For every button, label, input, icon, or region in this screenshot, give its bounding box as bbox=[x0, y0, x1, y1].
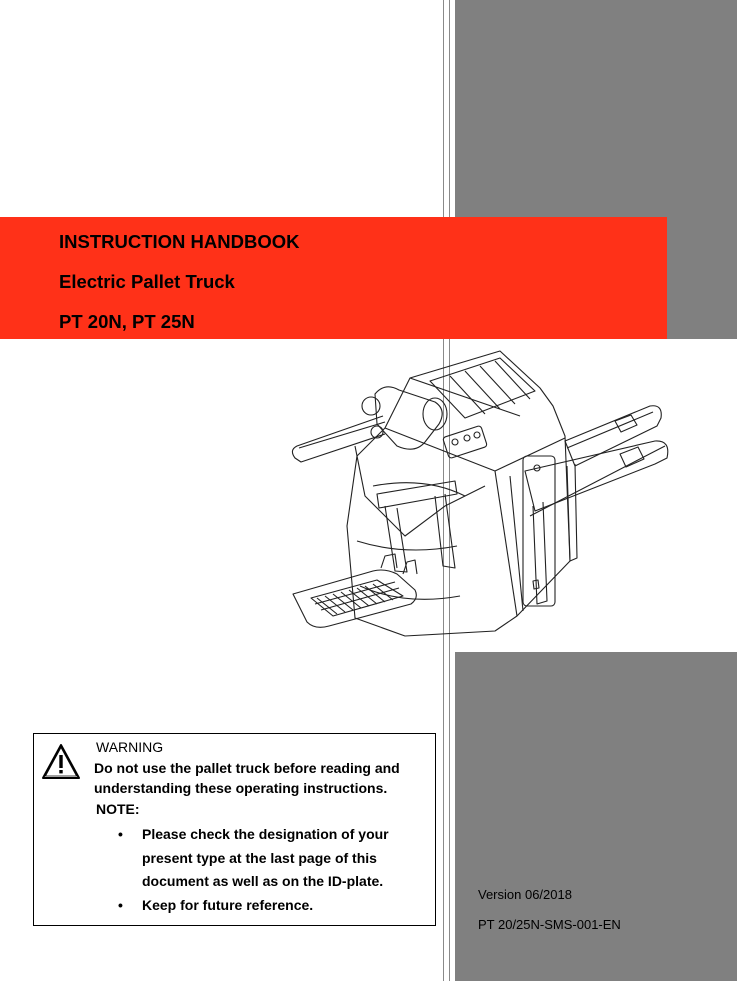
note-heading: NOTE: bbox=[96, 801, 140, 817]
version-label: Version 06/2018 bbox=[478, 887, 572, 902]
warning-text: Do not use the pallet truck before reading and understanding these operating instructions. bbox=[94, 760, 400, 796]
warning-heading: WARNING bbox=[96, 739, 164, 755]
bullet: • bbox=[118, 826, 123, 842]
gray-side-panel-top bbox=[455, 0, 737, 217]
list-item-text: Please check the designation of your present type at the last page of this document as well as on the ID-plate. bbox=[142, 826, 389, 889]
gray-side-panel-middle bbox=[667, 217, 737, 339]
model-names: PT 20N, PT 25N bbox=[59, 311, 195, 332]
document-id: PT 20/25N-SMS-001-EN bbox=[478, 917, 621, 932]
bullet: • bbox=[118, 896, 123, 913]
warning-box bbox=[33, 733, 436, 926]
pallet-truck-illustration bbox=[285, 346, 671, 643]
handbook-title: INSTRUCTION HANDBOOK bbox=[59, 231, 300, 252]
warning-triangle-icon bbox=[41, 743, 81, 781]
product-subtitle: Electric Pallet Truck bbox=[59, 271, 235, 292]
list-item-text: Keep for future reference. bbox=[142, 896, 314, 913]
list-item bbox=[118, 823, 418, 894]
list-item bbox=[118, 894, 418, 918]
note-list bbox=[118, 823, 418, 917]
